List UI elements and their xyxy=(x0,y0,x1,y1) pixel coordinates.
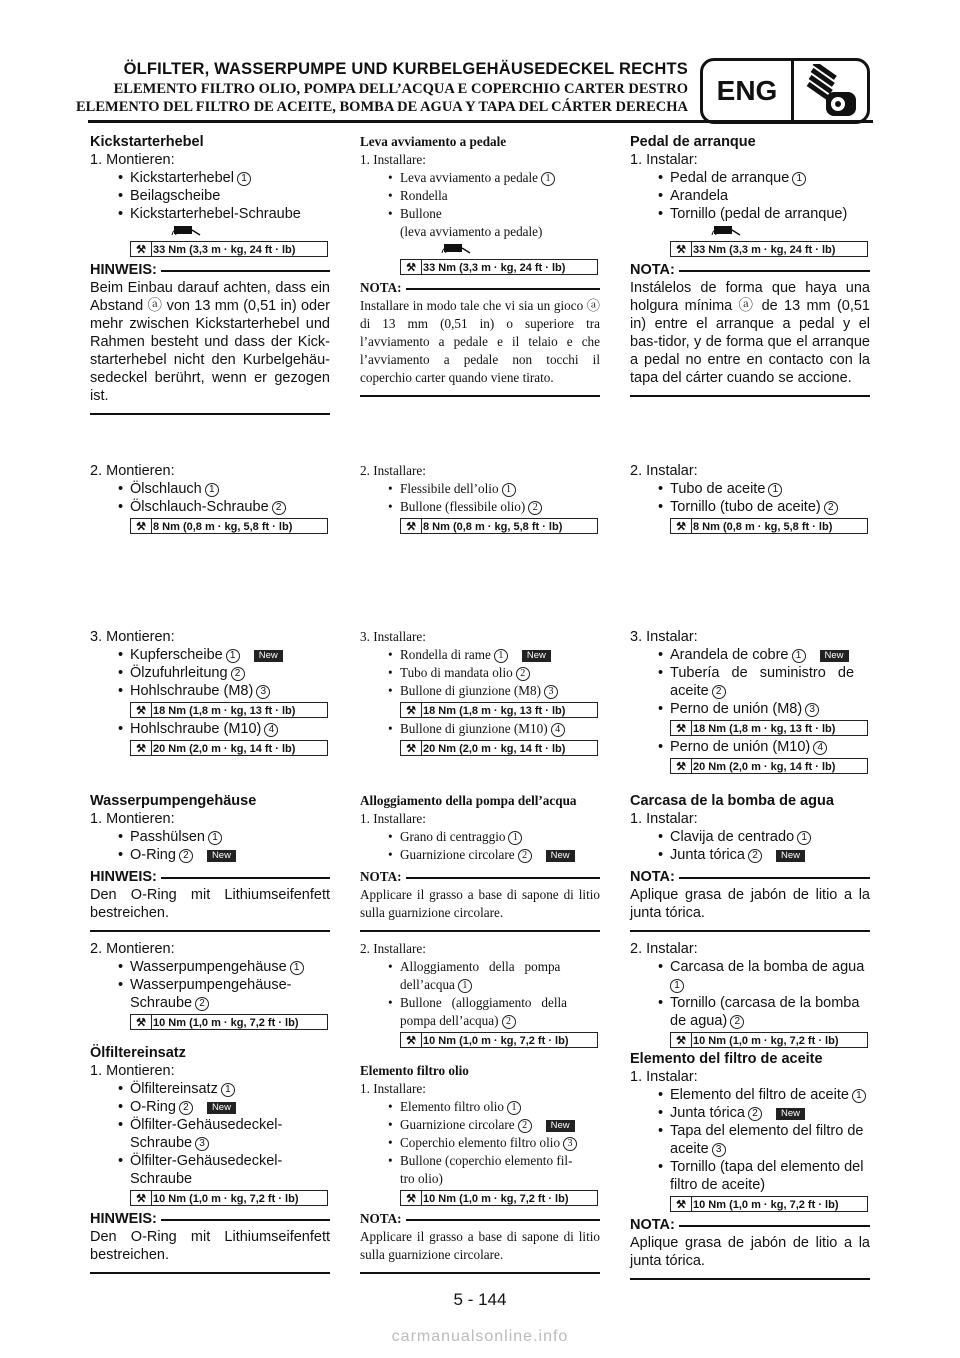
watermark: carmanualsonline.info xyxy=(391,1328,569,1345)
list-item: • Junta tórica 2 New xyxy=(630,846,870,864)
list-item: • Tubería de suministro de xyxy=(630,664,870,682)
step-label: 3. Installare: xyxy=(360,629,426,644)
step-label: 2. Instalar: xyxy=(630,941,698,957)
step-label: 1. Instalar: xyxy=(630,1069,698,1085)
list-item: • Ölschlauch-Schraube 2 xyxy=(90,498,330,516)
note-heading: NOTA: xyxy=(360,868,406,886)
list-item: • Elemento filtro olio 1 xyxy=(360,1098,600,1116)
list-item-continued: Schraube 3 xyxy=(90,1134,330,1152)
step-label: 1. Installare: xyxy=(360,1081,426,1096)
list-item: • Elemento del filtro de aceite 1 xyxy=(630,1086,870,1104)
list-item: • Wasserpumpengehäuse- xyxy=(90,976,330,994)
note-text: Installare in modo tale che vi sia un gioco ⓐ di 13 mm (0,51 in) o superiore tra l’avviamento a pedale e il telaio e che l’avviamento a pedale non tocchi il coperchio carter quando viene tirato. xyxy=(360,298,600,385)
engine-parts-icon xyxy=(798,64,864,120)
new-part-badge: New xyxy=(546,1120,575,1132)
list-item: • O-Ring 2 New xyxy=(90,846,330,864)
section-heading: Pedal de arranque xyxy=(630,134,756,150)
note-box xyxy=(90,261,330,415)
list-item-continued: Schraube xyxy=(130,1171,193,1187)
list-item: • Guarnizione circolare 2 New xyxy=(360,846,600,864)
loctite-icon xyxy=(170,223,330,239)
list-item: • Leva avviamento a pedale 1 xyxy=(360,169,600,187)
list-item: • Perno de unión (M10) 4 xyxy=(630,738,870,756)
note-box xyxy=(630,1216,870,1280)
list-item: • Bullone (coperchio elemento fil- xyxy=(360,1152,600,1170)
note-heading: NOTA: xyxy=(630,1216,679,1234)
page-subtitle-spanish: ELEMENTO DEL FILTRO DE ACEITE, BOMBA DE AGUA Y TAPA DEL CÁRTER DERECHA xyxy=(76,99,688,115)
note-text: Applicare il grasso a base di sapone di litio sulla guarnizione circolare. xyxy=(360,1229,600,1262)
wrench-icon: ⚒ xyxy=(676,1035,686,1047)
wrench-icon: ⚒ xyxy=(406,1035,416,1047)
wrench-icon: ⚒ xyxy=(136,743,146,755)
torque-spec: ⚒ 10 Nm (1,0 m · kg, 7,2 ft · lb) xyxy=(400,1190,598,1206)
es-kickstarter-section xyxy=(630,133,870,397)
list-item: • Coperchio elemento filtro olio 3 xyxy=(360,1134,600,1152)
list-item: • Bullone di giunzione (M8) 3 xyxy=(360,682,600,700)
new-part-badge: New xyxy=(254,650,283,662)
step-label: 1. Installare: xyxy=(360,811,426,826)
note-box xyxy=(630,261,870,397)
list-item: • Ölschlauch 1 xyxy=(90,480,330,498)
it-water-pump-section xyxy=(360,792,600,1274)
list-item: • Hohlschraube (M10) 4 xyxy=(90,720,330,738)
loctite-icon xyxy=(440,241,600,257)
list-item: • Alloggiamento della pompa xyxy=(360,958,600,976)
list-item: • Clavija de centrado 1 xyxy=(630,828,870,846)
list-item: • Junta tórica 2 New xyxy=(630,1104,870,1122)
torque-spec: ⚒ 33 Nm (3,3 m · kg, 24 ft · lb) xyxy=(670,241,868,257)
list-item: • Tubo di mandata olio 2 xyxy=(360,664,600,682)
wrench-icon: ⚒ xyxy=(676,521,686,533)
note-box xyxy=(360,868,600,932)
step-label: 1. Montieren: xyxy=(90,811,175,827)
list-item: • O-Ring 2 New xyxy=(90,1098,330,1116)
note-box xyxy=(630,868,870,932)
list-item: • Passhülsen 1 xyxy=(90,828,330,846)
wrench-icon: ⚒ xyxy=(406,521,416,533)
list-item: • Wasserpumpengehäuse 1 xyxy=(90,958,330,976)
torque-spec: ⚒ 33 Nm (3,3 m · kg, 24 ft · lb) xyxy=(400,259,598,275)
list-item-continued: aceite 2 xyxy=(630,682,870,700)
new-part-badge: New xyxy=(820,650,849,662)
es-oil-pipe-section xyxy=(630,628,870,776)
list-item: • Flessibile dell’olio 1 xyxy=(360,480,600,498)
step-label: 3. Montieren: xyxy=(90,629,175,645)
new-part-badge: New xyxy=(522,650,551,662)
note-text: Beim Einbau darauf achten, dass ein Abstand ⓐ von 13 mm (0,51 in) oder mehr zwischen Kickstarterhebel und Rahmen besteht und dass der Kick-starterhebel nicht den Kurbelgehäu-sedeckel berührt, wenn er gezogen ist. xyxy=(90,280,330,404)
de-oil-pipe-section xyxy=(90,628,330,758)
list-item: • Arandela xyxy=(630,187,870,205)
section-heading: Kickstarterhebel xyxy=(90,134,204,150)
torque-spec: ⚒ 18 Nm (1,8 m · kg, 13 ft · lb) xyxy=(400,702,598,718)
wrench-icon: ⚒ xyxy=(406,743,416,755)
list-item: • Ölfilter-Gehäusedeckel- xyxy=(90,1152,330,1170)
it-kickstarter-section xyxy=(360,133,600,397)
wrench-icon: ⚒ xyxy=(406,262,416,274)
new-part-badge: New xyxy=(207,850,236,862)
note-text: Den O-Ring mit Lithiumseifenfett bestreichen. xyxy=(90,887,330,921)
note-heading: NOTA: xyxy=(630,261,679,279)
list-item: • Perno de unión (M8) 3 xyxy=(630,700,870,718)
new-part-badge: New xyxy=(776,1108,805,1120)
list-item-continued: 1 xyxy=(630,976,870,994)
de-kickstarter-section xyxy=(90,133,330,415)
list-item: • Rondella xyxy=(360,187,600,205)
list-item: • Rondella di rame 1 New xyxy=(360,646,600,664)
list-item: • Tornillo (pedal de arranque) xyxy=(630,205,870,223)
step-label: 2. Instalar: xyxy=(630,463,698,479)
torque-spec: ⚒ 18 Nm (1,8 m · kg, 13 ft · lb) xyxy=(130,702,328,718)
list-item: • Pedal de arranque 1 xyxy=(630,169,870,187)
note-heading: HINWEIS: xyxy=(90,868,161,886)
es-oil-hose-section xyxy=(630,462,870,536)
section-heading: Alloggiamento della pompa dell’acqua xyxy=(360,793,577,808)
note-box xyxy=(360,279,600,397)
note-heading: HINWEIS: xyxy=(90,261,161,279)
list-item: • Guarnizione circolare 2 New xyxy=(360,1116,600,1134)
torque-spec: ⚒ 20 Nm (2,0 m · kg, 14 ft · lb) xyxy=(400,740,598,756)
note-text: Aplique grasa de jabón de litio a la junta tórica. xyxy=(630,887,870,921)
page-subtitle-italian: ELEMENTO FILTRO OLIO, POMPA DELL’ACQUA E COPERCHIO CARTER DESTRO xyxy=(113,81,688,97)
wrench-icon: ⚒ xyxy=(136,705,146,717)
note-box xyxy=(90,1210,330,1274)
list-item: • Kickstarterhebel 1 xyxy=(90,169,330,187)
torque-spec: ⚒ 8 Nm (0,8 m · kg, 5,8 ft · lb) xyxy=(670,518,868,534)
list-item-continued: tro olio) xyxy=(400,1171,443,1186)
list-item: • Carcasa de la bomba de agua xyxy=(630,958,870,976)
step-label: 2. Installare: xyxy=(360,941,426,956)
wrench-icon: ⚒ xyxy=(406,1193,416,1205)
list-item-continued: aceite 3 xyxy=(630,1140,870,1158)
section-heading: Carcasa de la bomba de agua xyxy=(630,793,834,809)
torque-spec: ⚒ 10 Nm (1,0 m · kg, 7,2 ft · lb) xyxy=(670,1032,868,1048)
section-heading: Elemento filtro olio xyxy=(360,1063,469,1078)
step-label: 1. Montieren: xyxy=(90,152,175,168)
list-item: • Tornillo (tapa del elemento del xyxy=(630,1158,870,1176)
note-heading: HINWEIS: xyxy=(90,1210,161,1228)
step-label: 2. Installare: xyxy=(360,463,426,478)
list-item: • Tubo de aceite 1 xyxy=(630,480,870,498)
section-heading: Leva avviamento a pedale xyxy=(360,134,507,149)
list-item: • Ölzufuhrleitung 2 xyxy=(90,664,330,682)
wrench-icon: ⚒ xyxy=(406,705,416,717)
list-item: • Bullone (alloggiamento della xyxy=(360,994,600,1012)
note-box xyxy=(90,868,330,932)
note-text: Applicare il grasso a base di sapone di litio sulla guarnizione circolare. xyxy=(360,887,600,920)
list-item-continued: Schraube 2 xyxy=(90,994,330,1012)
list-item: • Grano di centraggio 1 xyxy=(360,828,600,846)
page-title: ÖLFILTER, WASSERPUMPE UND KURBELGEHÄUSEDECKEL RECHTS xyxy=(123,60,688,78)
wrench-icon: ⚒ xyxy=(676,761,686,773)
torque-spec: ⚒ 10 Nm (1,0 m · kg, 7,2 ft · lb) xyxy=(670,1196,868,1212)
wrench-icon: ⚒ xyxy=(136,1017,146,1029)
note-box xyxy=(360,1210,600,1274)
note-heading: NOTA: xyxy=(630,868,679,886)
list-item: • Beilagscheibe xyxy=(90,187,330,205)
step-label: 1. Installare: xyxy=(360,152,426,167)
de-water-pump-section xyxy=(90,792,330,1274)
torque-spec: ⚒ 18 Nm (1,8 m · kg, 13 ft · lb) xyxy=(670,720,868,736)
list-item-continued: (leva avviamento a pedale) xyxy=(400,224,543,239)
list-item: • Bullone (flessibile olio) 2 xyxy=(360,498,600,516)
step-label: 3. Instalar: xyxy=(630,629,698,645)
wrench-icon: ⚒ xyxy=(136,1193,146,1205)
torque-spec: ⚒ 20 Nm (2,0 m · kg, 14 ft · lb) xyxy=(130,740,328,756)
lang-badge-label: ENG xyxy=(716,75,778,106)
wrench-icon: ⚒ xyxy=(136,244,146,256)
list-item: • Ölfilter-Gehäusedeckel- xyxy=(90,1116,330,1134)
section-heading: Elemento del filtro de aceite xyxy=(630,1051,823,1067)
torque-spec: ⚒ 10 Nm (1,0 m · kg, 7,2 ft · lb) xyxy=(130,1014,328,1030)
de-oil-hose-section xyxy=(90,462,330,536)
badge-divider xyxy=(791,61,794,121)
new-part-badge: New xyxy=(207,1102,236,1114)
section-heading: Wasserpumpengehäuse xyxy=(90,793,257,809)
list-item-continued: dell’acqua 1 xyxy=(360,976,600,994)
list-item: • Bullone di giunzione (M10) 4 xyxy=(360,720,600,738)
wrench-icon: ⚒ xyxy=(676,244,686,256)
torque-spec: ⚒ 33 Nm (3,3 m · kg, 24 ft · lb) xyxy=(130,241,328,257)
torque-spec: ⚒ 8 Nm (0,8 m · kg, 5,8 ft · lb) xyxy=(400,518,598,534)
list-item: • Tapa del elemento del filtro de xyxy=(630,1122,870,1140)
section-badge xyxy=(700,58,870,124)
torque-spec: ⚒ 10 Nm (1,0 m · kg, 7,2 ft · lb) xyxy=(400,1032,598,1048)
it-oil-pipe-section xyxy=(360,628,600,758)
list-item: • Bullone xyxy=(360,205,600,223)
list-item: • Arandela de cobre 1 New xyxy=(630,646,870,664)
list-item-continued: filtro de aceite) xyxy=(670,1177,766,1193)
torque-spec: ⚒ 20 Nm (2,0 m · kg, 14 ft · lb) xyxy=(670,758,868,774)
wrench-icon: ⚒ xyxy=(676,1199,686,1211)
torque-spec: ⚒ 10 Nm (1,0 m · kg, 7,2 ft · lb) xyxy=(130,1190,328,1206)
list-item: • Kickstarterhebel-Schraube xyxy=(90,205,330,223)
list-item: • Tornillo (carcasa de la bomba xyxy=(630,994,870,1012)
step-label: 2. Montieren: xyxy=(90,941,175,957)
step-label: 1. Instalar: xyxy=(630,152,698,168)
page-header xyxy=(0,0,960,130)
section-heading: Ölfiltereinsatz xyxy=(90,1045,186,1061)
list-item: • Tornillo (tubo de aceite) 2 xyxy=(630,498,870,516)
new-part-badge: New xyxy=(776,850,805,862)
page-number: 5 - 144 xyxy=(453,1290,507,1309)
step-label: 1. Montieren: xyxy=(90,1063,175,1079)
list-item: • Hohlschraube (M8) 3 xyxy=(90,682,330,700)
list-item: • Ölfiltereinsatz 1 xyxy=(90,1080,330,1098)
loctite-icon xyxy=(710,223,870,239)
note-text: Instálelos de forma que haya una holgura mínima ⓐ de 13 mm (0,51 in) entre el arranque a pedal y el bas-tidor, y de forma que el arranque a pedal no entre en contacto con la tapa del cárter cuando se accione. xyxy=(630,280,870,386)
wrench-icon: ⚒ xyxy=(136,521,146,533)
es-water-pump-section xyxy=(630,792,870,1280)
list-item: • Kupferscheibe 1 New xyxy=(90,646,330,664)
torque-spec: ⚒ 8 Nm (0,8 m · kg, 5,8 ft · lb) xyxy=(130,518,328,534)
note-text: Den O-Ring mit Lithiumseifenfett bestreichen. xyxy=(90,1229,330,1263)
note-heading: NOTA: xyxy=(360,1210,406,1228)
list-item-continued: pompa dell’acqua) 2 xyxy=(360,1012,600,1030)
step-label: 1. Instalar: xyxy=(630,811,698,827)
note-heading: NOTA: xyxy=(360,279,406,297)
list-item-continued: de agua) 2 xyxy=(630,1012,870,1030)
note-text: Aplique grasa de jabón de litio a la junta tórica. xyxy=(630,1235,870,1269)
it-oil-hose-section xyxy=(360,462,600,536)
new-part-badge: New xyxy=(546,850,575,862)
wrench-icon: ⚒ xyxy=(676,723,686,735)
step-label: 2. Montieren: xyxy=(90,463,175,479)
